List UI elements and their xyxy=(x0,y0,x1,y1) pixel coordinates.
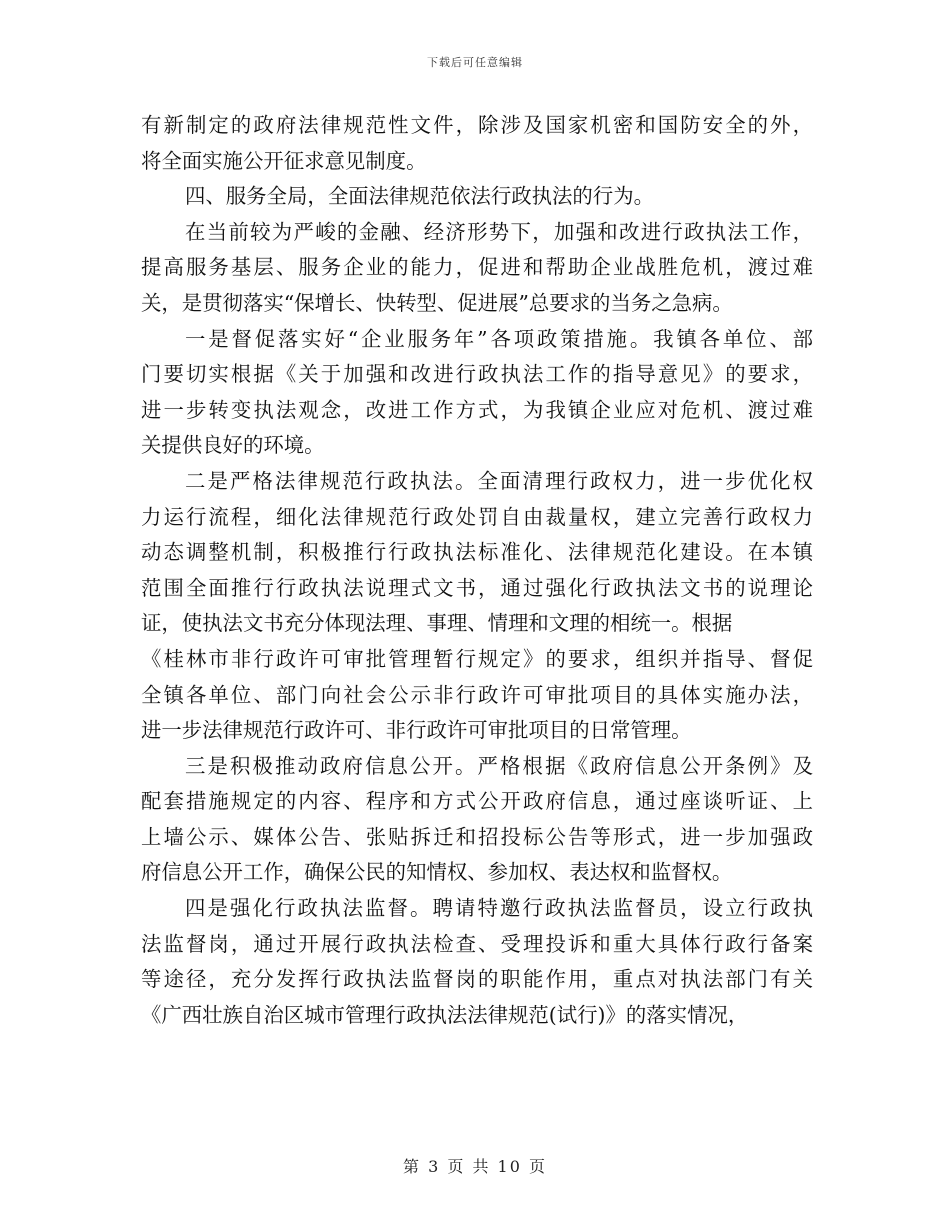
text-line: 配套措施规定的内容、程序和方式公开政府信息，通过座谈听证、上 xyxy=(141,789,813,814)
text-line: 关，是贯彻落实“保增长、快转型、促进展”总要求的当务之急病。 xyxy=(141,290,733,315)
text-line: 四是强化行政执法监督。聘请特邀行政执法监督员，设立行政执 xyxy=(185,896,813,921)
document-body xyxy=(141,108,813,1033)
text-line: 提高服务基层、服务企业的能力，促进和帮助企业战胜危机，渡过难 xyxy=(141,255,813,280)
text-line: 《桂林市非行政许可审批管理暂行规定》的要求，组织并指导、督促 xyxy=(141,646,813,671)
text-line: 等途径，充分发挥行政执法监督岗的职能作用，重点对执法部门有关 xyxy=(141,967,813,992)
text-line: 法监督岗，通过开展行政执法检查、受理投诉和重大具体行政行备案 xyxy=(141,931,813,956)
text-line: 证，使执法文书充分体现法理、事理、情理和文理的相统一。根据 xyxy=(141,611,733,636)
text-line: 在当前较为严峻的金融、经济形势下，加强和改进行政执法工作， xyxy=(185,219,813,244)
text-line: 上墙公示、媒体公告、张贴拆迁和招投标公告等形式，进一步加强政 xyxy=(141,824,813,849)
text-line: 进一步转变执法观念，改进工作方式，为我镇企业应对危机、渡过难 xyxy=(141,397,813,422)
text-line: 门要切实根据《关于加强和改进行政执法工作的指导意见》的要求， xyxy=(141,362,813,387)
text-line: 关提供良好的环境。 xyxy=(141,433,325,458)
page-header: 下载后可任意编辑 xyxy=(427,56,523,69)
section-heading: 四、服务全局，全面法律规范依法行政执法的行为。 xyxy=(185,184,654,209)
text-line: 将全面实施公开征求意见制度。 xyxy=(141,148,427,173)
text-line: 进一步法律规范行政许可、非行政许可审批项目的日常管理。 xyxy=(141,718,692,743)
text-line: 力运行流程，细化法律规范行政处罚自由裁量权，建立完善行政权力 xyxy=(141,504,813,529)
text-line: 动态调整机制，积极推行行政执法标准化、法律规范化建设。在本镇 xyxy=(141,540,813,565)
text-line: 范围全面推行行政执法说理式文书，通过强化行政执法文书的说理论 xyxy=(141,575,813,600)
text-line: 二是严格法律规范行政执法。全面清理行政权力，进一步优化权 xyxy=(185,468,813,493)
text-line: 一是督促落实好“企业服务年”各项政策措施。我镇各单位、部 xyxy=(185,326,813,351)
text-line: 全镇各单位、部门向社会公示非行政许可审批项目的具体实施办法， xyxy=(141,682,813,707)
page-number: 第 3 页 共 10 页 xyxy=(403,1157,547,1176)
text-line: 《广西壮族自治区城市管理行政执法法律规范(试行)》的落实情况， xyxy=(141,1002,749,1027)
text-line: 府信息公开工作，确保公民的知情权、参加权、表达权和监督权。 xyxy=(141,860,733,885)
text-line: 有新制定的政府法律规范性文件，除涉及国家机密和国防安全的外， xyxy=(141,113,813,137)
text-line: 三是积极推动政府信息公开。严格根据《政府信息公开条例》及 xyxy=(185,753,813,778)
